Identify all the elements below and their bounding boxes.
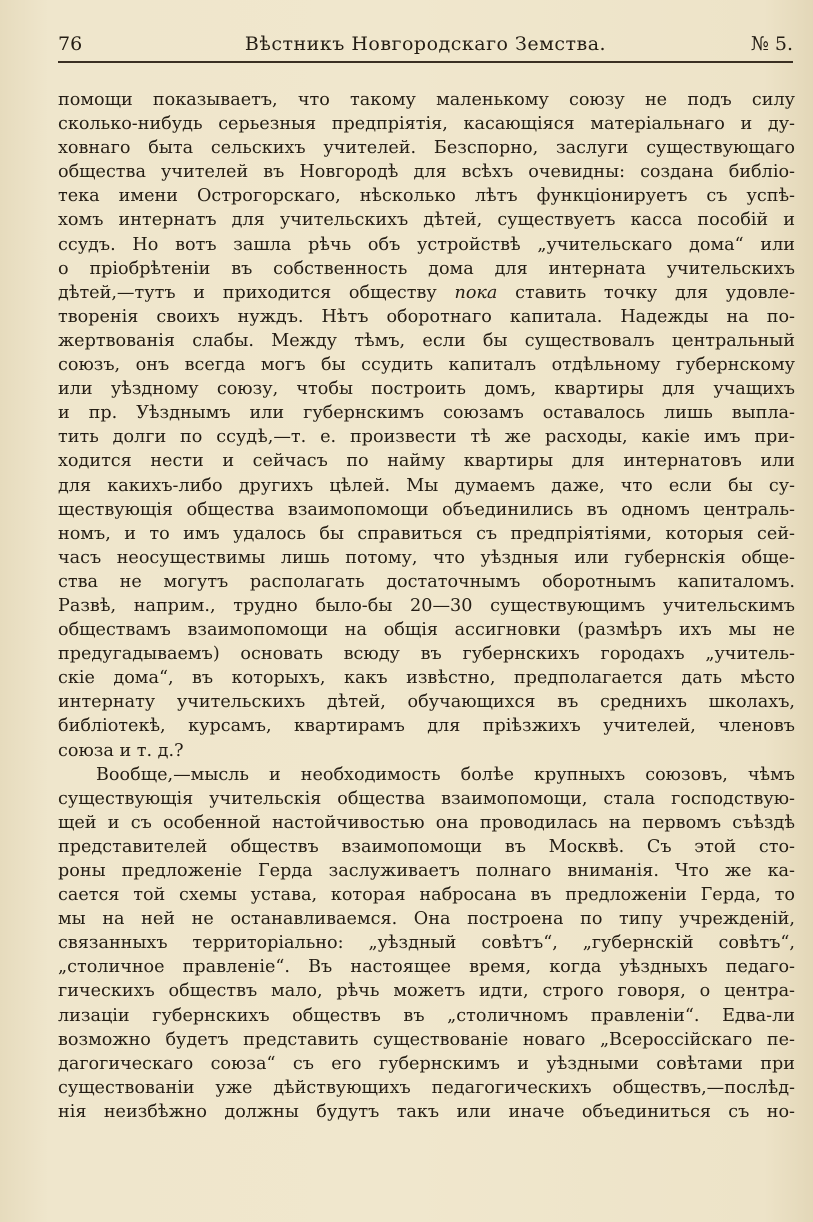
text-segment: ставить точку для удовле- <box>515 282 795 303</box>
text-line: библіотекѣ, курсамъ, квартирамъ для пріѣзжихъ учителей, членовъ <box>58 716 795 737</box>
text-line: помощи показываетъ, что такому маленькому союзу не подъ силу <box>58 90 795 110</box>
text-line: союзъ, онъ всегда могъ бы ссудить капиталъ отдѣльному губернскому <box>58 355 795 376</box>
text-line: ществующія общества взаимопомощи объединились въ одномъ централь- <box>58 499 795 520</box>
text-line: гическихъ обществъ мало, рѣчь можетъ идти, строго говоря, о центра- <box>58 981 795 1002</box>
text-line: возможно будетъ представить существованіе новаго „Всероссійскаго пе- <box>58 1029 795 1050</box>
running-title: Вѣстникъ Новгородскаго Земства. <box>244 33 607 55</box>
text-line: Развѣ, наприм., трудно было-бы 20—30 существующимъ учительскимъ <box>58 595 795 616</box>
page-header <box>58 32 793 56</box>
text-line: часъ неосуществимы лишь потому, что уѣздныя или губернскія обще- <box>58 547 795 568</box>
text-segment: дѣтей,—тутъ и приходится обществу <box>58 282 437 303</box>
text-line: номъ, и то имъ удалось бы справиться съ предпріятіями, которыя сей- <box>58 523 795 544</box>
text-line: ссудъ. Но вотъ зашла рѣчь объ устройствѣ „учительскаго дома“ или <box>58 234 795 255</box>
text-line: тить долги по ссудѣ,—т. е. произвести тѣ же расходы, какіе имъ при- <box>58 427 795 448</box>
text-line: и пр. Уѣзднымъ или губернскимъ союзамъ оставалось лишь выпла- <box>58 403 795 424</box>
text-line: творенія своихъ нуждъ. Нѣтъ оборотнаго капитала. Надежды на по- <box>58 306 795 327</box>
emphasis-word: пока <box>454 282 498 303</box>
header-rule <box>58 61 793 63</box>
text-line: существующія учительскія общества взаимопомощи, стала господствую- <box>58 788 795 809</box>
page-number: 76 <box>58 33 83 55</box>
text-line <box>58 281 795 305</box>
text-line: существованіи уже дѣйствующихъ педагогическихъ обществъ,—послѣд- <box>58 1077 795 1098</box>
text-line: или уѣздному союзу, чтобы построить домъ, квартиры для учащихъ <box>58 379 795 400</box>
text-line: ховнаго быта сельскихъ учителей. Безспорно, заслуги существующаго <box>58 138 795 159</box>
text-line: тека имени Острогорскаго, нѣсколько лѣтъ функціонируетъ съ успѣ- <box>58 186 795 207</box>
text-line: скіе дома“, въ которыхъ, какъ извѣстно, предполагается дать мѣсто <box>58 668 795 689</box>
text-line: мы на ней не останавливаемся. Она построена по типу учрежденій, <box>58 909 795 930</box>
text-line: дагогическаго союза“ съ его губернскимъ и уѣздными совѣтами при <box>58 1053 795 1074</box>
text-line: хомъ интернатъ для учительскихъ дѣтей, существуетъ касса пособій и <box>58 210 795 231</box>
text-line: лизаціи губернскихъ обществъ въ „столичномъ правленіи“. Едва-ли <box>58 1005 795 1026</box>
text-line: роны предложеніе Герда заслуживаетъ полнаго вниманія. Что же ка- <box>58 861 795 881</box>
text-line: жертвованія слабы. Между тѣмъ, если бы существовалъ центральный <box>58 330 795 351</box>
text-line: связанныхъ территоріально: „уѣздный совѣтъ“, „губернскій совѣтъ“, <box>58 933 795 954</box>
text-line: щей и съ особенной настойчивостью она проводилась на первомъ съѣздѣ <box>58 812 795 833</box>
text-line: сколько-нибудь серьезныя предпріятія, касающіяся матеріальнаго и ду- <box>58 114 795 135</box>
text-line: обществамъ взаимопомощи на общія ассигновки (размѣръ ихъ мы не <box>58 620 795 641</box>
paragraph-start-line: Вообще,—мысль и необходимость болѣе крупныхъ союзовъ, чѣмъ <box>96 764 795 785</box>
paragraph-end-line: союза и т. д.? <box>58 740 184 761</box>
text-line: общества учителей въ Новгородѣ для всѣхъ очевидны: создана библіо- <box>58 162 795 183</box>
text-line: для какихъ-либо другихъ цѣлей. Мы думаемъ даже, что если бы су- <box>58 475 795 496</box>
text-line: „столичное правленіе“. Въ настоящее время, когда уѣздныхъ педаго- <box>58 957 795 978</box>
text-line: ства не могутъ располагать достаточнымъ оборотнымъ капиталомъ. <box>58 571 795 592</box>
text-line: ходится нести и сейчасъ по найму квартиры для интернатовъ или <box>58 451 795 472</box>
text-line: сается той схемы устава, которая набросана въ предложеніи Герда, то <box>58 885 795 906</box>
text-line: нія неизбѣжно должны будутъ такъ или иначе объединиться съ но- <box>58 1101 795 1122</box>
text-line: о пріобрѣтеніи въ собственность дома для интерната учительскихъ <box>58 258 795 279</box>
article-body <box>58 88 795 1124</box>
text-line: представителей обществъ взаимопомощи въ Москвѣ. Съ этой сто- <box>58 836 795 857</box>
issue-number: № 5. <box>750 33 793 55</box>
text-line: предугадываемъ) основать всюду въ губернскихъ городахъ „учитель- <box>58 644 795 665</box>
text-line: интернату учительскихъ дѣтей, обучающихся въ среднихъ школахъ, <box>58 692 795 713</box>
